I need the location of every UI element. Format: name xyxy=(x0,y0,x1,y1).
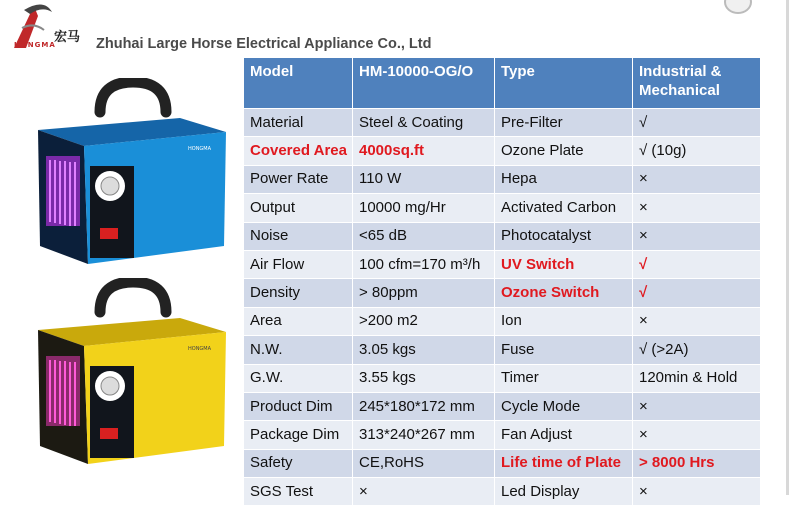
spec-label-cell: Air Flow xyxy=(244,250,353,278)
feature-mark-cell: 120min & Hold xyxy=(633,364,761,392)
feature-mark-cell: √ (10g) xyxy=(633,137,761,165)
spec-value-cell: × xyxy=(353,478,495,506)
spec-label-cell: Output xyxy=(244,194,353,222)
feature-mark-cell: √ xyxy=(633,250,761,278)
table-row xyxy=(244,109,761,137)
table-header-row xyxy=(244,58,761,109)
feature-mark-cell: × xyxy=(633,222,761,250)
spec-value-cell: 4000sq.ft xyxy=(353,137,495,165)
feature-type-cell: Led Display xyxy=(495,478,633,506)
product-image-yellow xyxy=(18,278,240,468)
corner-decoration xyxy=(724,0,752,14)
table-row xyxy=(244,478,761,506)
feature-mark-cell: × xyxy=(633,421,761,449)
table-row xyxy=(244,421,761,449)
spec-label-cell: Area xyxy=(244,307,353,335)
spec-label-cell: Power Rate xyxy=(244,165,353,193)
feature-type-cell: Hepa xyxy=(495,165,633,193)
table-row xyxy=(244,250,761,278)
feature-type-cell: Cycle Mode xyxy=(495,392,633,420)
table-row xyxy=(244,194,761,222)
logo-english-text: HONGMA xyxy=(14,41,56,49)
feature-type-cell: Timer xyxy=(495,364,633,392)
spec-label-cell: Covered Area xyxy=(244,137,353,165)
spec-label-cell: Package Dim xyxy=(244,421,353,449)
spec-value-cell: 3.05 kgs xyxy=(353,336,495,364)
table-row xyxy=(244,392,761,420)
header xyxy=(0,0,789,56)
company-name: Zhuhai Large Horse Electrical Appliance Co., Ltd xyxy=(96,36,432,52)
table-row xyxy=(244,137,761,165)
feature-type-cell: Ozone Switch xyxy=(495,279,633,307)
spec-value-cell: 110 W xyxy=(353,165,495,193)
spec-label-cell: Material xyxy=(244,109,353,137)
table-row xyxy=(244,222,761,250)
specification-table xyxy=(243,57,761,506)
spec-value-cell: > 80ppm xyxy=(353,279,495,307)
feature-type-cell: Pre-Filter xyxy=(495,109,633,137)
feature-type-cell: Fuse xyxy=(495,336,633,364)
feature-mark-cell: √ xyxy=(633,279,761,307)
feature-mark-cell: > 8000 Hrs xyxy=(633,449,761,477)
spec-value-cell: <65 dB xyxy=(353,222,495,250)
header-category: Industrial & Mechanical xyxy=(633,58,761,109)
table-row xyxy=(244,279,761,307)
spec-value-cell: 3.55 kgs xyxy=(353,364,495,392)
feature-mark-cell: × xyxy=(633,307,761,335)
table-row xyxy=(244,364,761,392)
feature-type-cell: Life time of Plate xyxy=(495,449,633,477)
product-image-blue xyxy=(18,78,240,268)
spec-value-cell: >200 m2 xyxy=(353,307,495,335)
feature-type-cell: Photocatalyst xyxy=(495,222,633,250)
spec-value-cell: CE,RoHS xyxy=(353,449,495,477)
feature-mark-cell: √ (>2A) xyxy=(633,336,761,364)
table-row xyxy=(244,336,761,364)
spec-value-cell: 100 cfm=170 m³/h xyxy=(353,250,495,278)
spec-value-cell: 313*240*267 mm xyxy=(353,421,495,449)
spec-value-cell: Steel & Coating xyxy=(353,109,495,137)
feature-mark-cell: × xyxy=(633,392,761,420)
feature-mark-cell: √ xyxy=(633,109,761,137)
spec-label-cell: Product Dim xyxy=(244,392,353,420)
feature-mark-cell: × xyxy=(633,194,761,222)
svg-text:HONGMA: HONGMA xyxy=(188,146,212,152)
svg-text:HONGMA: HONGMA xyxy=(188,346,212,352)
table-row xyxy=(244,449,761,477)
table-row xyxy=(244,165,761,193)
spec-label-cell: G.W. xyxy=(244,364,353,392)
feature-type-cell: Activated Carbon xyxy=(495,194,633,222)
spec-label-cell: Safety xyxy=(244,449,353,477)
feature-mark-cell: × xyxy=(633,478,761,506)
feature-mark-cell: × xyxy=(633,165,761,193)
feature-type-cell: Ozone Plate xyxy=(495,137,633,165)
spec-value-cell: 245*180*172 mm xyxy=(353,392,495,420)
header-model: Model xyxy=(244,58,353,109)
spec-label-cell: SGS Test xyxy=(244,478,353,506)
header-type: Type xyxy=(495,58,633,109)
spec-label-cell: Density xyxy=(244,279,353,307)
spec-label-cell: N.W. xyxy=(244,336,353,364)
logo-chinese-text: 宏马 xyxy=(54,30,81,45)
spec-value-cell: 10000 mg/Hr xyxy=(353,194,495,222)
table-row xyxy=(244,307,761,335)
feature-type-cell: UV Switch xyxy=(495,250,633,278)
feature-type-cell: Fan Adjust xyxy=(495,421,633,449)
feature-type-cell: Ion xyxy=(495,307,633,335)
header-model-number: HM-10000-OG/O xyxy=(353,58,495,109)
spec-label-cell: Noise xyxy=(244,222,353,250)
